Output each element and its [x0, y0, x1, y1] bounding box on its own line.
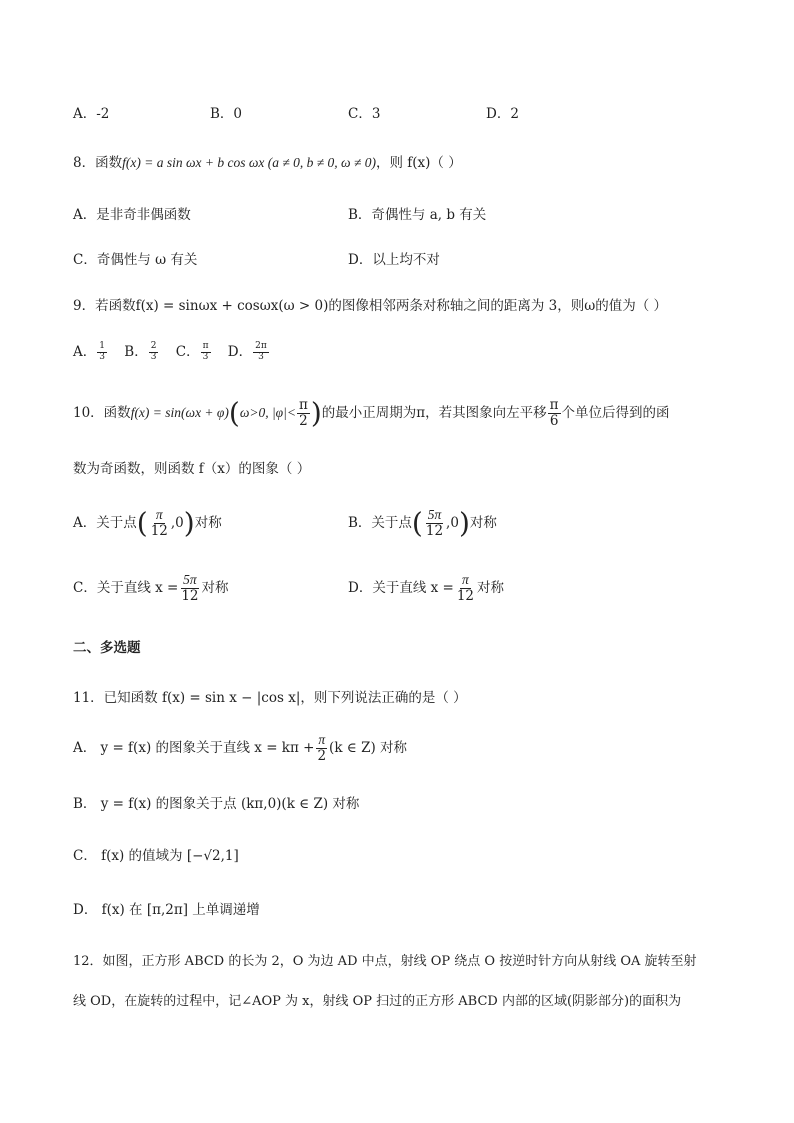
q8-option-d: D．以上均不对 [348, 252, 440, 268]
q8-formula: f(x) = a sin ωx + b cos ωx (a ≠ 0, b ≠ 0, ω ≠ 0) [122, 155, 376, 170]
q11-option-a: A． y = f(x) 的图象关于直线 x = kπ + $\frac{\pi}{2}$ (k ∈ Z) 对称 [73, 732, 408, 764]
q7-option-d: D．2 [486, 106, 519, 122]
q8-option-c: C．奇偶性与 ω 有关 [73, 252, 198, 268]
q7-option-c: C．3 [348, 106, 381, 122]
q12-stem-line1: 12．如图，正方形 ABCD 的长为 2，O 为边 AD 中点，射线 OP 绕点 O 按逆时针方向从射线 OA 旋转至射 [73, 954, 697, 969]
q10-option-b: B．关于点( $\frac{5\pi}{12}$ ,0)对称 [348, 506, 497, 540]
q10-option-a: A．关于点( $\frac{\pi}{12}$ ,0)对称 [73, 506, 222, 540]
q9-stem: 9．若函数f(x) = sinωx + cosωx(ω > 0)的图像相邻两条对称轴之间的距离为 3，则ω的值为（ ） [73, 298, 668, 314]
q8-option-a: A．是非奇非偶函数 [73, 207, 191, 223]
q10-stem-line2: 数为奇函数，则函数 f（x）的图象（ ） [73, 461, 311, 477]
q12-stem-line2: 线 OD，在旋转的过程中，记∠AOP 为 x，射线 OP 扫过的正方形 ABCD 内部的区域(阴影部分)的面积为 [73, 994, 682, 1009]
q11-option-b: B． y = f(x) 的图象关于点 (kπ,0)(k ∈ Z) 对称 [73, 796, 360, 812]
q11-stem: 11．已知函数 f(x) = sin x − |cos x|，则下列说法正确的是（ ） [73, 690, 467, 706]
q9-option-b: B． $\frac{2}{3}$ [124, 341, 157, 362]
q9-option-d: D． $\frac{2\pi}{3}$ [227, 341, 267, 362]
q11-option-d: D． f(x) 在 [π,2π] 上单调递增 [73, 902, 260, 918]
q10-stem-line1: 10．函数f(x) = sin(ωx + φ)(ω>0, |φ|< $\frac{\pi}{2}$ )的最小正周期为π，若其图象向左平移 $\frac{\pi}{6}$ 个单位后得到的函 [73, 396, 670, 430]
q9-option-a: A． $\frac{1}{3}$ [73, 341, 105, 362]
q11-option-c: C． f(x) 的值域为 [−√2,1] [73, 848, 239, 864]
q8-stem-suffix: ，则 f(x)（ ） [375, 155, 462, 171]
q8-option-b: B．奇偶性与 a, b 有关 [348, 207, 487, 223]
q7-option-a: A．-2 [73, 106, 110, 122]
q8-stem [73, 151, 462, 171]
q7-option-b: B．0 [210, 106, 243, 122]
q8-stem-prefix: 8．函数 [73, 155, 123, 171]
q9-option-c: C． $\frac{\pi}{3}$ [175, 341, 209, 362]
q9-options [73, 340, 270, 363]
q10-option-d: D．关于直线 x = $\frac{\pi}{12}$ 对称 [348, 572, 505, 604]
q10-option-c: C．关于直线 x = $\frac{5\pi}{12}$ 对称 [73, 572, 229, 604]
section-title-multiple-choice: 二、多选题 [73, 640, 141, 656]
